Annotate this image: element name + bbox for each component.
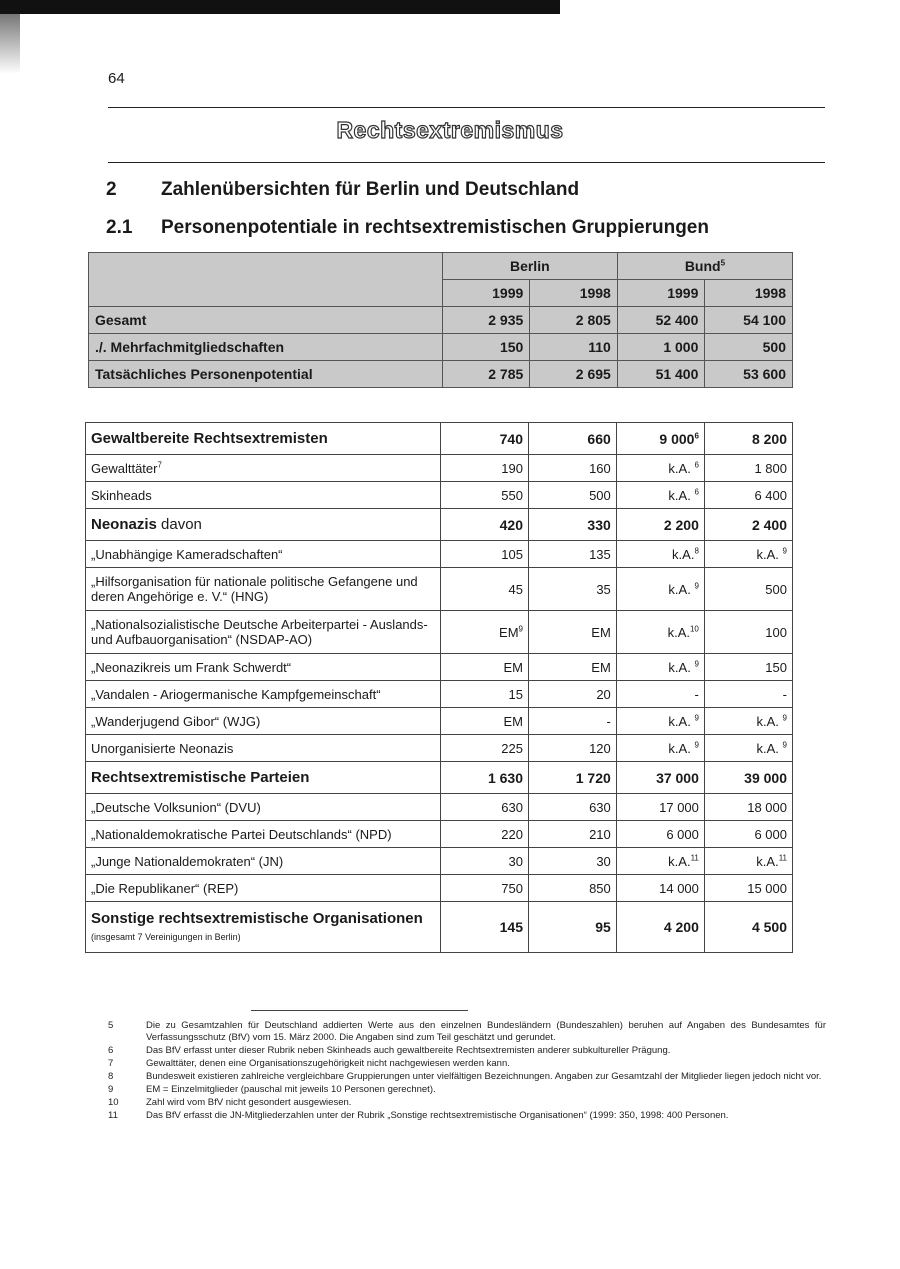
value-cell: 150 [442,334,530,361]
value-cell: 8 200 [704,423,792,455]
value-cell: 850 [529,875,617,902]
table-row [86,611,793,654]
footnote-ref: 9 [782,740,787,750]
row-label [86,509,441,541]
value-cell: 37 000 [616,762,704,794]
value-cell: 30 [529,848,617,875]
value-cell: 2 695 [530,361,618,388]
year-cell: 1998 [530,280,618,307]
footnote-ref: 9 [694,740,699,750]
value-cell: 100 [704,611,792,654]
footnote-number: 5 [108,1020,114,1031]
footnote-number: 9 [108,1084,114,1095]
section-title: Zahlenübersichten für Berlin und Deutschland [161,179,580,200]
table-row [86,654,793,681]
footnote-number: 10 [108,1097,119,1108]
value-cell: - [529,708,617,735]
row-label: „Die Republikaner“ (REP) [86,875,441,902]
footnote-text: Das BfV erfasst unter dieser Rubrik neben Skinheads auch gewaltbereite Rechtsextremisten anderer subkultureller Prägung. [146,1045,671,1056]
summary-table [88,252,793,388]
detail-table [85,422,793,953]
summary-group-row [89,253,793,280]
year-cell: 1999 [442,280,530,307]
footnote [108,1084,826,1096]
table-row [86,423,793,455]
row-label-text: Gewalttäter [91,460,158,476]
summary-row [89,307,793,334]
row-label [86,455,441,482]
value-text: k.A. [668,853,691,869]
table-row [86,509,793,541]
value-cell: 500 [705,334,793,361]
value-cell: 4 200 [616,902,704,953]
value-cell [616,423,704,455]
footnote-ref: 9 [518,624,523,634]
value-cell: 1 630 [441,762,529,794]
table-row [86,762,793,794]
row-label: „Nationaldemokratische Partei Deutschlands“ (NPD) [86,821,441,848]
value-cell [704,708,792,735]
summary-row [89,361,793,388]
footnote-text: EM = Einzelmitglieder (pauschal mit jeweils 10 Personen gerechnet). [146,1084,436,1095]
section-heading [106,179,579,201]
value-cell: 15 [441,681,529,708]
value-cell: 53 600 [705,361,793,388]
value-cell: - [616,681,704,708]
footnote-ref: 8 [694,546,699,556]
footnote-ref: 10 [689,624,699,634]
value-cell: 120 [529,735,617,762]
value-cell: 145 [441,902,529,953]
value-cell [704,541,792,568]
value-text: EM [499,624,519,640]
footnote-text: Gewalttäter, denen eine Organisationszugehörigkeit nicht nachgewiesen werden kann. [146,1058,510,1069]
value-cell: 1 800 [704,455,792,482]
footnote-ref: 9 [694,659,699,669]
value-text: k.A. [667,624,690,640]
value-cell [616,541,704,568]
value-cell [616,611,704,654]
value-text: k.A. [756,740,779,756]
row-label: ./. Mehrfachmitgliedschaften [89,334,443,361]
value-cell: 135 [529,541,617,568]
row-label: Skinheads [86,482,441,509]
footnote [108,1020,826,1044]
footnote-ref: 11 [690,853,699,863]
header-rule-bottom [108,162,825,163]
footnote-ref: 6 [694,487,699,497]
table-row [86,681,793,708]
value-cell: 420 [441,509,529,541]
row-label: „Wanderjugend Gibor“ (WJG) [86,708,441,735]
row-label: „Nationalsozialistische Deutsche Arbeiterpartei - Auslands- und Aufbauorganisation“ (NSDAP-AO) [86,611,441,654]
value-cell: 2 400 [704,509,792,541]
value-cell: 15 000 [704,875,792,902]
footnote [108,1071,826,1083]
summary-row [89,334,793,361]
row-label-suffix: davon [156,516,202,533]
value-cell: 17 000 [616,794,704,821]
footnote-ref: 11 [778,853,787,863]
footnote-text: Die zu Gesamtzahlen für Deutschland addierten Werte aus den einzelnen Bundesländern (Bundeszahlen) beruhen auf Angaben des Bundesamtes für Verfassungsschutz (BfV) vom 15. März 2000. Die Angaben sind zum Teil geschätzt und gerundet. [146,1020,826,1043]
value-cell [616,482,704,509]
table-row [86,821,793,848]
value-cell [441,611,529,654]
table-row [86,708,793,735]
page-header-title: Rechtsextremismus [336,117,564,143]
value-cell: 14 000 [616,875,704,902]
row-label: Unorganisierte Neonazis [86,735,441,762]
value-cell: 160 [529,455,617,482]
value-cell: 20 [529,681,617,708]
footnote-text: Zahl wird vom BfV nicht gesondert ausgewiesen. [146,1097,352,1108]
value-cell: 6 000 [616,821,704,848]
footnote [108,1097,826,1109]
group-bund-label: Bund [684,258,721,274]
value-cell [616,708,704,735]
footnote-ref: 9 [694,581,699,591]
footnote-text: Bundesweit existieren zahlreiche vergleichbare Gruppierungen unter vielfältigen Bezeichnungen. Angaben zur Gesamtzahl der Mitglieder liegen jedoch nicht vor. [146,1071,822,1082]
value-cell: 95 [529,902,617,953]
value-cell: 6 400 [704,482,792,509]
table-row [86,902,793,953]
row-label: Gesamt [89,307,443,334]
value-cell: 630 [441,794,529,821]
value-text: k.A. [668,740,691,756]
value-cell: 210 [529,821,617,848]
footnote [108,1058,826,1070]
footnote-separator [251,1010,468,1011]
scan-edge-shadow [0,14,20,74]
value-cell [616,455,704,482]
table-row [86,794,793,821]
footnote-ref: 7 [157,460,162,470]
footnote-ref: 9 [782,713,787,723]
row-label: „Hilfsorganisation für nationale politische Gefangene und deren Angehörige e. V.“ (HNG) [86,568,441,611]
footnote [108,1110,826,1122]
value-cell: 4 500 [704,902,792,953]
value-cell: 500 [704,568,792,611]
value-cell: - [704,681,792,708]
footnote-number: 8 [108,1071,114,1082]
row-label: „Vandalen - Ariogermanische Kampfgemeinschaft“ [86,681,441,708]
value-cell: 630 [529,794,617,821]
value-cell: 54 100 [705,307,793,334]
value-cell [616,848,704,875]
value-cell: 110 [530,334,618,361]
value-cell: 45 [441,568,529,611]
footnote-ref: 9 [782,546,787,556]
row-label: Tatsächliches Personenpotential [89,361,443,388]
table-row [86,482,793,509]
group-bund [617,253,792,280]
value-cell: EM [441,708,529,735]
value-cell [616,735,704,762]
value-cell: 660 [529,423,617,455]
row-label: „Neonazikreis um Frank Schwerdt“ [86,654,441,681]
footnote-number: 11 [108,1110,118,1121]
row-label: Gewaltbereite Rechtsextremisten [86,423,441,455]
value-cell: EM [529,611,617,654]
row-label: Rechtsextremistische Parteien [86,762,441,794]
value-cell: 1 000 [617,334,705,361]
row-label: „Deutsche Volksunion“ (DVU) [86,794,441,821]
subsection-number: 2.1 [106,217,133,238]
value-cell: 330 [529,509,617,541]
value-cell: 500 [529,482,617,509]
row-label-text: Neonazis [91,516,157,533]
value-cell: 105 [441,541,529,568]
value-text: k.A. [668,659,691,675]
value-cell [616,654,704,681]
value-text: k.A. [756,546,779,562]
year-cell: 1998 [705,280,793,307]
value-cell [704,848,792,875]
footnote [108,1045,826,1057]
footnote-ref: 6 [694,460,699,470]
year-cell: 1999 [617,280,705,307]
footnote-ref: 9 [694,713,699,723]
footnote-ref: 5 [720,258,726,268]
value-cell: 2 805 [530,307,618,334]
value-cell: 52 400 [617,307,705,334]
value-cell: 30 [441,848,529,875]
value-text: k.A. [668,581,691,597]
row-label [86,902,441,953]
header-rule-top [108,107,825,108]
row-label: „Junge Nationaldemokraten“ (JN) [86,848,441,875]
subsection-title: Personenpotentiale in rechtsextremistischen Gruppierungen [161,217,709,238]
value-text: k.A. [668,713,691,729]
table-row [86,735,793,762]
value-cell: 1 720 [529,762,617,794]
value-cell: 740 [441,423,529,455]
table-row [86,455,793,482]
value-cell: 35 [529,568,617,611]
subsection-heading [106,217,709,239]
value-cell: 550 [441,482,529,509]
value-cell: 2 200 [616,509,704,541]
value-cell: 2 785 [442,361,530,388]
value-cell [616,568,704,611]
value-cell: 6 000 [704,821,792,848]
value-text: k.A. [756,853,779,869]
scan-edge [0,0,560,14]
value-text: k.A. [668,487,691,503]
table-row [86,541,793,568]
value-cell: 2 935 [442,307,530,334]
value-cell [704,735,792,762]
row-label: „Unabhängige Kameradschaften“ [86,541,441,568]
value-cell: 220 [441,821,529,848]
value-cell: 150 [704,654,792,681]
group-berlin: Berlin [442,253,617,280]
value-cell: 51 400 [617,361,705,388]
section-number: 2 [106,179,117,200]
value-cell: EM [529,654,617,681]
page-number: 64 [108,70,125,87]
value-text: 9 000 [659,430,695,447]
footnote-text: Das BfV erfasst die JN-Mitgliederzahlen unter der Rubrik „Sonstige rechtsextremistische Organisationen“ (1999: 350, 1998: 400 Personen. [146,1110,729,1121]
value-text: k.A. [756,713,779,729]
footnote-number: 7 [108,1058,114,1069]
summary-corner [89,253,443,307]
footnote-ref: 6 [694,430,699,440]
table-row [86,568,793,611]
value-text: k.A. [672,546,695,562]
value-cell: 225 [441,735,529,762]
value-cell: 39 000 [704,762,792,794]
row-label-text: Sonstige rechtsextremistische Organisationen [91,910,423,927]
row-label-note: (insgesamt 7 Vereinigungen in Berlin) [91,932,241,942]
value-cell: EM [441,654,529,681]
table-row [86,875,793,902]
value-cell: 750 [441,875,529,902]
table-row [86,848,793,875]
value-text: k.A. [668,460,691,476]
footnote-number: 6 [108,1045,114,1056]
value-cell: 18 000 [704,794,792,821]
value-cell: 190 [441,455,529,482]
footnotes [108,1020,826,1123]
